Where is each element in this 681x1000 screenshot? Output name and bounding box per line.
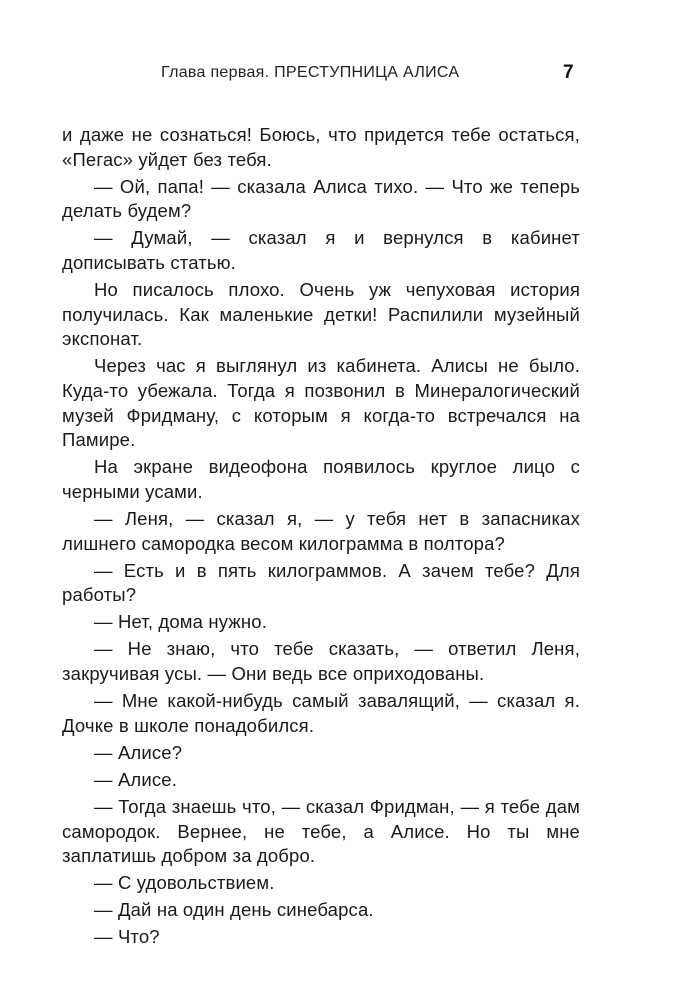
paragraph: — Думай, — сказал я и вернулся в кабинет дописывать статью. (62, 227, 580, 273)
page-number: 7 (563, 62, 574, 83)
paragraph: — Что? (94, 926, 160, 948)
paragraph: — Дай на один день синебарса. (94, 899, 374, 921)
paragraph: и даже не сознаться! Боюсь, что придется тебе остаться, «Пегас» уйдет без тебя. (62, 124, 580, 170)
paragraph: — Тогда знаешь что, — сказал Фридман, — я тебе дам самородок. Вернее, не тебе, а Алисе. Но ты мне заплатишь добром за добро. (62, 795, 580, 867)
paragraph: — Алисе. (94, 768, 177, 790)
paragraph: — Ой, папа! — сказала Алиса тихо. — Что же теперь делать будем? (62, 175, 580, 222)
paragraph: — С удовольствием. (94, 872, 275, 894)
paragraph: На экране видеофона появилось круглое лицо с черными усами. (62, 456, 580, 502)
paragraph: — Нет, дома нужно. (94, 611, 268, 633)
body-text (62, 123, 580, 953)
paragraph: — Мне какой-нибудь самый завалящий, — сказал я. Дочке в школе понадобился. (62, 690, 580, 736)
paragraph: — Не знаю, что тебе сказать, — ответил Леня, закручивая усы. — Они ведь все оприходованы. (62, 638, 580, 684)
paragraph: — Леня, — сказал я, — у тебя нет в запасниках лишнего самородка весом килограмма в полтора? (62, 507, 580, 554)
running-head: Глава первая. ПРЕСТУПНИЦА АЛИСА (161, 64, 460, 81)
paragraph: — Алисе? (94, 741, 183, 763)
paragraph: Через час я выглянул из кабинета. Алисы не было. Куда-то убежала. Тогда я позвонил в Минералогический музей Фридману, с которым я когда-то встречался на Памире. (62, 355, 580, 451)
paragraph: — Есть и в пять килограммов. А зачем тебе? Для работы? (62, 559, 580, 606)
paragraph: Но писалось плохо. Очень уж чепуховая история получилась. Как маленькие детки! Распилили музейный экспонат. (62, 279, 580, 350)
